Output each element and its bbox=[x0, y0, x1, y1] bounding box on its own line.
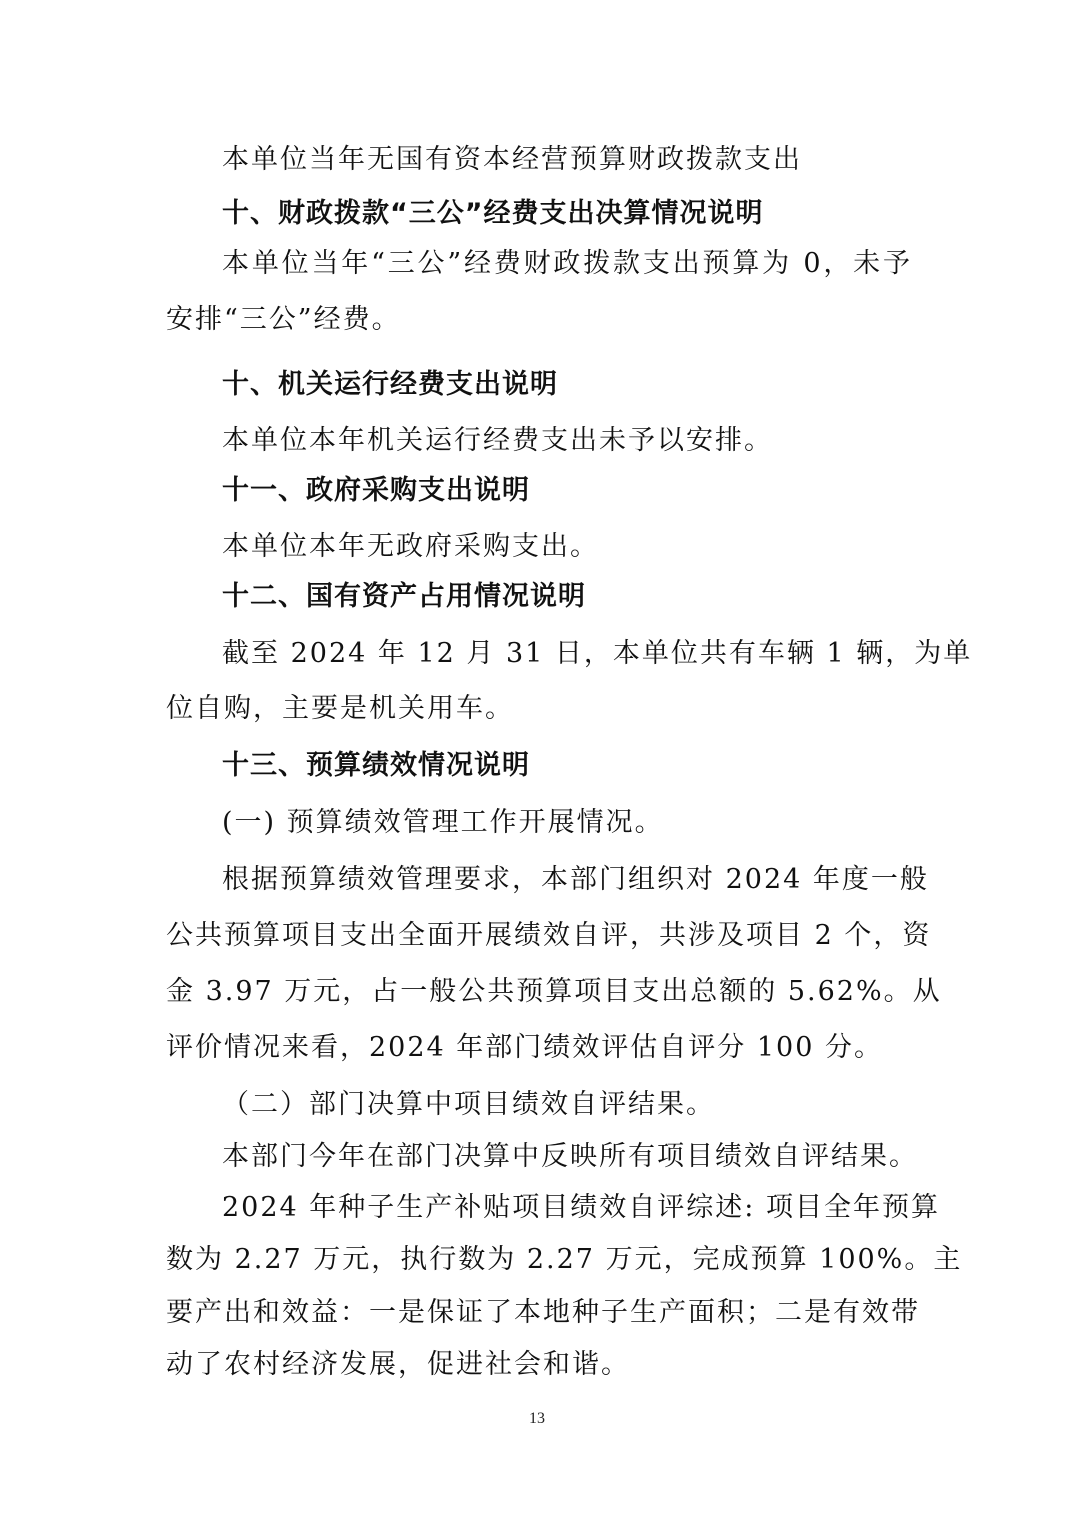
paragraph-line: (一) 预算绩效管理工作开展情况。 bbox=[222, 807, 664, 838]
paragraph-line: 金 3.97 万元，占一般公共预算项目支出总额的 5.62%。从 bbox=[166, 976, 942, 1007]
section-heading: 十、财政拨款“三公”经费支出决算情况说明 bbox=[222, 198, 764, 229]
paragraph-line: 本单位本年无政府采购支出。 bbox=[222, 531, 599, 562]
paragraph-line: 要产出和效益：一是保证了本地种子生产面积；二是有效带 bbox=[166, 1297, 920, 1328]
section-heading: 十、机关运行经费支出说明 bbox=[222, 369, 558, 400]
paragraph-line: 截至 2024 年 12 月 31 日，本单位共有车辆 1 辆，为单 bbox=[222, 638, 973, 669]
paragraph-line: 根据预算绩效管理要求，本部门组织对 2024 年度一般 bbox=[222, 864, 929, 895]
section-heading: 十三、预算绩效情况说明 bbox=[222, 750, 530, 781]
paragraph-line: 本单位本年机关运行经费支出未予以安排。 bbox=[222, 425, 773, 456]
page-number: 13 bbox=[529, 1410, 545, 1427]
paragraph-line: 本单位当年“三公”经费财政拨款支出预算为 0，未予 bbox=[222, 248, 912, 279]
paragraph-line: 数为 2.27 万元，执行数为 2.27 万元，完成预算 100%。主 bbox=[166, 1244, 963, 1275]
paragraph-line: 评价情况来看，2024 年部门绩效评估自评分 100 分。 bbox=[166, 1032, 883, 1063]
paragraph-line: 安排“三公”经费。 bbox=[166, 304, 401, 335]
paragraph-line: 公共预算项目支出全面开展绩效自评，共涉及项目 2 个，资 bbox=[166, 920, 932, 951]
paragraph-line: 本部门今年在部门决算中反映所有项目绩效自评结果。 bbox=[222, 1141, 918, 1172]
section-heading: 十一、政府采购支出说明 bbox=[222, 475, 530, 506]
paragraph-line: 2024 年种子生产补贴项目绩效自评综述: 项目全年预算 bbox=[222, 1192, 940, 1223]
paragraph-line: （二）部门决算中项目绩效自评结果。 bbox=[222, 1089, 715, 1120]
paragraph-line: 本单位当年无国有资本经营预算财政拨款支出 bbox=[222, 144, 802, 175]
paragraph-line: 位自购，主要是机关用车。 bbox=[166, 693, 514, 724]
section-heading: 十二、国有资产占用情况说明 bbox=[222, 581, 586, 612]
paragraph-line: 动了农村经济发展，促进社会和谐。 bbox=[166, 1349, 630, 1380]
